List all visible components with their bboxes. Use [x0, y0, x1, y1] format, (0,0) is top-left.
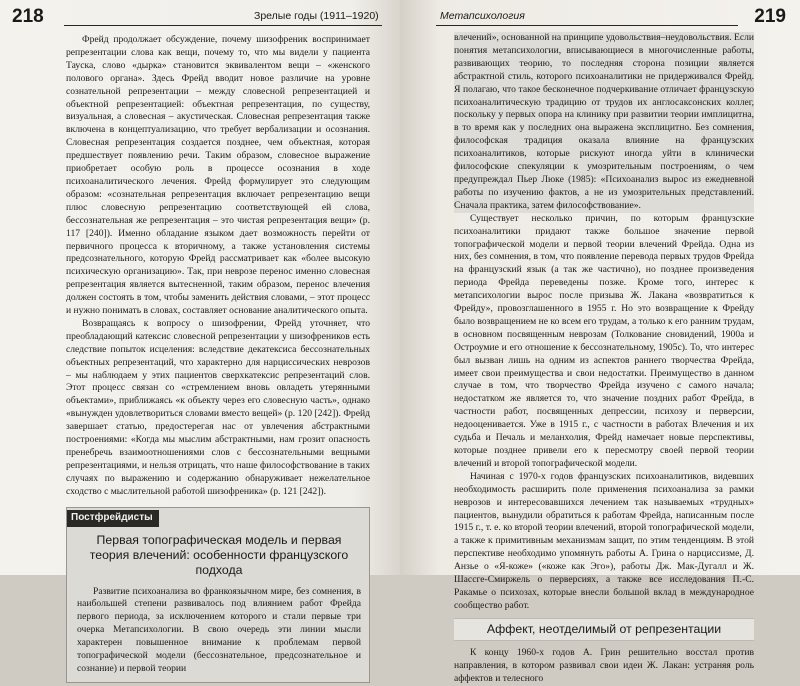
- section-title: Первая топографическая модель и первая теория влечений: особенности французского подхода: [89, 532, 349, 577]
- paragraph: Существует несколько причин, по которым французские психоаналитики придают также большое значение первой топографической модели и первой теории влечений Фрейда. Одна из них, без сомнения, в том, что появление перевода первых трудов Фрейда на французский язык (а так же частично), но позднее произведения периода Фрейда переведены позже. Кроме того, интерес к метапсихологии вырос после призыва Ж. Лакана «возвратиться к Фрейду», провозглашенного в 1955 г. Но это возвращение к Фрейду было возвращением не ко всем его трудам, а только к его ранним трудам, в основном посвященным неврозам (Толкование сновидений, 1900а и Остроумие и его отношение к бессознательному, 1905с). То, что интерес был вызван лишь на одним из аспектов раннего творчества Фрейда, имеет свои преимущества и свои недостатки. Преимущество в данном случае в том, что творчество Фрейда изучено с самого начала; недостатком же является то, что значение поздних работ Фрейда, в частности работ, посвященных депрессии, психозу и перверсии, недооценивается. Уже в 1915 г., с частности в работах Влечения и их судьба и Печаль и меланхолия, Фрейд намечает новые перспективы, которые позднее привели его к пересмотру своей первой теории влечений и второй топографической модели.: [454, 212, 754, 469]
- paragraph: Фрейд продолжает обсуждение, почему шизофреник воспринимает репрезентации слова как вещи, почему то, что мы видели у пациента Тауска, слово «дырка» становится эквивалентом вещи – «женского полового органа». Здесь Фрейд вводит новое различие на уровне сознательной репрезентации – между словесной репрезентацией и объектной репрезентацией: объектная репрезентация, по существу, визуальная, а словесная – акустическая. Словесная репрезентация также включена в концептуализацию, что требует вербализации и осознания. Словесная репрезентация создается позднее, чем объектная, которая предшествует появлению речи. Таким образом, словесное выражение приобретает особую роль в процессе осознания в ходе психоаналитического лечения. Фрейд формулирует это следующим образом: «сознательная репрезентация включает репрезентацию вещи плюс словесную репрезентацию соответствующей ей слова, бессознательная же репрезентация – это чистая репрезентация вещи» (p. 117 [240]). Именно обладание языком дает возможность перейти от первичного процесса к вторичному, а также установления системы предсознательного, которую Фрейд рассматривает как «более высокую психическую организацию». Так, при неврозе перенос именно словесная репрезентация является вытесненной, таким образом, перенос влечения должен состоять в том, чтобы заменить действия словами, – этот процесс и нужно понимать в словах, составляет основание аналитического опыта.: [66, 34, 370, 317]
- right-page: [400, 0, 800, 684]
- section-tag: Постфрейдисты: [67, 510, 159, 527]
- sidebar-box: [66, 507, 370, 683]
- page-number: 219: [754, 6, 786, 27]
- paragraph: Начиная с 1970-х годов французских психоаналитиков, видевших необходимость расширить поле применения психоанализа за рамки неврозов и интересовавшихся лечением так называемых «трудных» пациентов, вынудили обратиться к работам Фрейда, написанным после 1915 г., т. е. ко второй теории влечений, второй топографической модели, а также к примитивным механизмам защит, по этим тенденциям. В этой перспективе необходимо упомянуть работы А. Грина о нарциссизме, Д. Анзье о «Я-коже» («коже как Эго»), работы Дж. Мак-Дугалл и Ж. Шассге-Смиржель о перверсиях, а также все исследования П.-С. Ракамье о психозах, которые внесли большой вклад в международное сообщество работ.: [454, 470, 754, 611]
- running-head: Зрелые годы (1911–1920): [254, 10, 379, 22]
- paragraph: влечений», основанной на принципе удовольствия–неудовольствия. Если понятия метапсихологии, вписывающиеся в многочисленные работы, развивающих теорию, то последняя сторона позиции является абстрактной стиль, которого психоаналитики не придерживался Фрейд. Я полагаю, что такое бесконечное подчеркивание отличает французскую психоаналитическую традицию от трудов их англосаксонских коллег, поскольку у первых опора на клинику при развитии теории имплицитна, в то время как у последних она выражена эксплицитно. Без сомнения, философская традиция оказала влияние на французских психоаналитиков, которые рискуют иногда уйти в клинически философские спекуляции к умозрительным построениям, о чем предупреждал Пьер Люке (1985): «Психоанализ вырос из ежедневной работы по изучению фактов, а не из умозрительных представлений. Сначала практика, затем философствование».: [454, 32, 755, 211]
- shaded-box-continuation: [454, 32, 754, 213]
- body-text: [66, 34, 370, 683]
- header-rule: [64, 25, 382, 26]
- paragraph: Возвращаясь к вопросу о шизофрении, Фрейд уточняет, что преобладающий катексис словесной репрезентации у шизофреников есть следствие попыток исцеления: вследствие декатексиса бессознательных объектных репрезентаций, что характерно для нарциссических неврозов – мы наблюдаем у этих пациентов сверхкатексис репрезентаций слов. Этот процесс связан со «стремлением вновь овладеть утерянными объектами», приближаясь «к объекту через его словесную часть», однако «вынужден удовлетвориться словами вместо вещей» (p. 120 [242]). Фрейд завершает статью, предостерегая нас от увлечения абстрактными построениями: «Когда мы мыслим абстрактными, нам грозит опасность пренебречь взаимоотношениями слов с бессознательными вещными репрезентациями, и нельзя отрицать, что наше философствование в таких случаях по выражению и содержанию обнаруживает нежелательное сходство с мыслительной работой шизофреника» (p. 121 [242]).: [66, 317, 370, 497]
- page-number: 218: [12, 6, 44, 27]
- body-text: [454, 32, 754, 686]
- paragraph: Развитие психоанализа во франкоязычном мире, без сомнения, в наибольшей степени развивалось под влиянием работ Фрейда первого периода, за исключением которого и стали первые три очерка Метапсихологии. В свою очередь эти линии мысли характерен повышенное внимание к проблемам первой топографической модели (бессознательное, предсознательное и сознание) и первой теории: [77, 585, 361, 674]
- running-head: Метапсихология: [440, 10, 525, 22]
- paragraph: К концу 1960-х годов А. Грин решительно восстал против направления, в котором развивал свои идеи Ж. Лакан: устраняя роль аффектов и телесного: [454, 646, 754, 684]
- header-rule: [436, 25, 738, 26]
- left-page: [0, 0, 400, 674]
- section-title: Аффект, неотделимый от репрезентации: [454, 618, 754, 641]
